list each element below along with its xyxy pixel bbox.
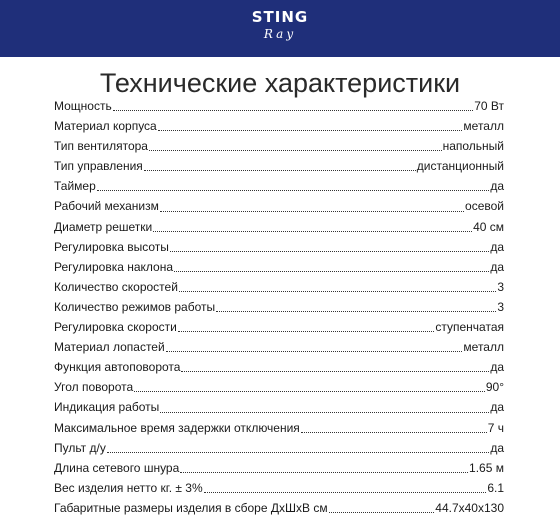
dot-leader: [158, 129, 463, 131]
spec-label: Регулировка наклона: [54, 259, 174, 274]
spec-row: [54, 397, 504, 417]
spec-row: [54, 96, 504, 116]
spec-value: 3: [497, 299, 504, 314]
brand-logo: [0, 9, 560, 41]
dot-leader: [113, 109, 473, 111]
dot-leader: [149, 149, 442, 151]
spec-list: [54, 96, 504, 518]
spec-row: [54, 438, 504, 458]
spec-row: [54, 257, 504, 277]
spec-row: [54, 337, 504, 357]
dot-leader: [166, 350, 463, 352]
spec-value: 7 ч: [487, 420, 504, 435]
spec-value: 70 Вт: [474, 99, 504, 113]
dot-leader: [204, 491, 487, 493]
spec-label: Диаметр решетки: [54, 219, 153, 234]
spec-label: Индикация работы: [54, 400, 160, 415]
spec-row: [54, 156, 504, 176]
spec-row: [54, 196, 504, 216]
dot-leader: [153, 230, 472, 232]
spec-value: напольный: [442, 139, 504, 154]
spec-label: Функция автоповорота: [54, 360, 181, 375]
spec-value: осевой: [465, 199, 504, 214]
spec-row: [54, 116, 504, 136]
spec-label: Количество режимов работы: [54, 299, 216, 314]
dot-leader: [301, 431, 487, 433]
spec-label: Габаритные размеры изделия в сборе ДхШхВ см: [54, 500, 328, 515]
spec-label: Длина сетевого шнура: [54, 460, 180, 475]
dot-leader: [144, 169, 416, 171]
spec-value: металл: [463, 119, 504, 134]
spec-label: Тип вентилятора: [54, 139, 148, 154]
spec-label: Таймер: [54, 179, 96, 194]
dot-leader: [180, 471, 468, 473]
dot-leader: [160, 411, 489, 413]
spec-value: 3: [497, 279, 504, 294]
spec-label: Материал лопастей: [54, 340, 165, 355]
dot-leader: [97, 189, 490, 191]
spec-label: Регулировка высоты: [54, 239, 169, 254]
dot-leader: [181, 370, 489, 372]
logo-main-text: STING: [251, 8, 309, 26]
spec-label: Рабочий механизм: [54, 199, 159, 214]
spec-label: Количество скоростей: [54, 279, 178, 294]
spec-row: [54, 277, 504, 297]
spec-row: [54, 136, 504, 156]
spec-label: Угол поворота: [54, 380, 134, 395]
spec-value: да: [490, 239, 504, 254]
logo-sub-text: Ray: [263, 27, 297, 41]
dot-leader: [178, 330, 435, 332]
spec-value: 40 см: [473, 219, 504, 234]
spec-label: Тип управления: [54, 159, 143, 174]
spec-value: да: [490, 259, 504, 274]
spec-label: Максимальное время задержки отключения: [54, 420, 300, 435]
spec-value: 1.65 м: [469, 460, 504, 475]
spec-row: [54, 297, 504, 317]
spec-value: дистанционный: [416, 159, 504, 174]
spec-label: Мощность: [54, 99, 112, 113]
dot-leader: [329, 511, 435, 513]
spec-row: [54, 217, 504, 237]
spec-row: [54, 498, 504, 518]
spec-value: да: [490, 360, 504, 375]
spec-row: [54, 478, 504, 498]
spec-label: Регулировка скорости: [54, 320, 177, 335]
spec-row: [54, 317, 504, 337]
spec-value: да: [490, 179, 504, 194]
dot-leader: [134, 390, 485, 392]
spec-label: Вес изделия нетто кг. ± 3%: [54, 480, 203, 495]
header-banner: [0, 0, 560, 57]
dot-leader: [174, 270, 489, 272]
spec-value: ступенчатая: [435, 320, 504, 335]
spec-value: 44.7x40x130: [435, 500, 504, 515]
spec-value: да: [490, 400, 504, 415]
dot-leader: [216, 310, 496, 312]
spec-row: [54, 176, 504, 196]
spec-value: да: [490, 440, 504, 455]
dot-leader: [107, 451, 489, 453]
spec-row: [54, 377, 504, 397]
spec-value: 90°: [485, 380, 504, 395]
spec-row: [54, 418, 504, 438]
spec-value: металл: [463, 340, 504, 355]
spec-row: [54, 237, 504, 257]
spec-value: 6.1: [487, 480, 504, 495]
spec-label: Материал корпуса: [54, 119, 157, 134]
dot-leader: [179, 290, 496, 292]
spec-row: [54, 357, 504, 377]
page-title: Технические характеристики: [99, 68, 461, 98]
spec-row: [54, 458, 504, 478]
spec-label: Пульт д/у: [54, 440, 106, 455]
dot-leader: [160, 210, 464, 212]
dot-leader: [170, 250, 489, 252]
